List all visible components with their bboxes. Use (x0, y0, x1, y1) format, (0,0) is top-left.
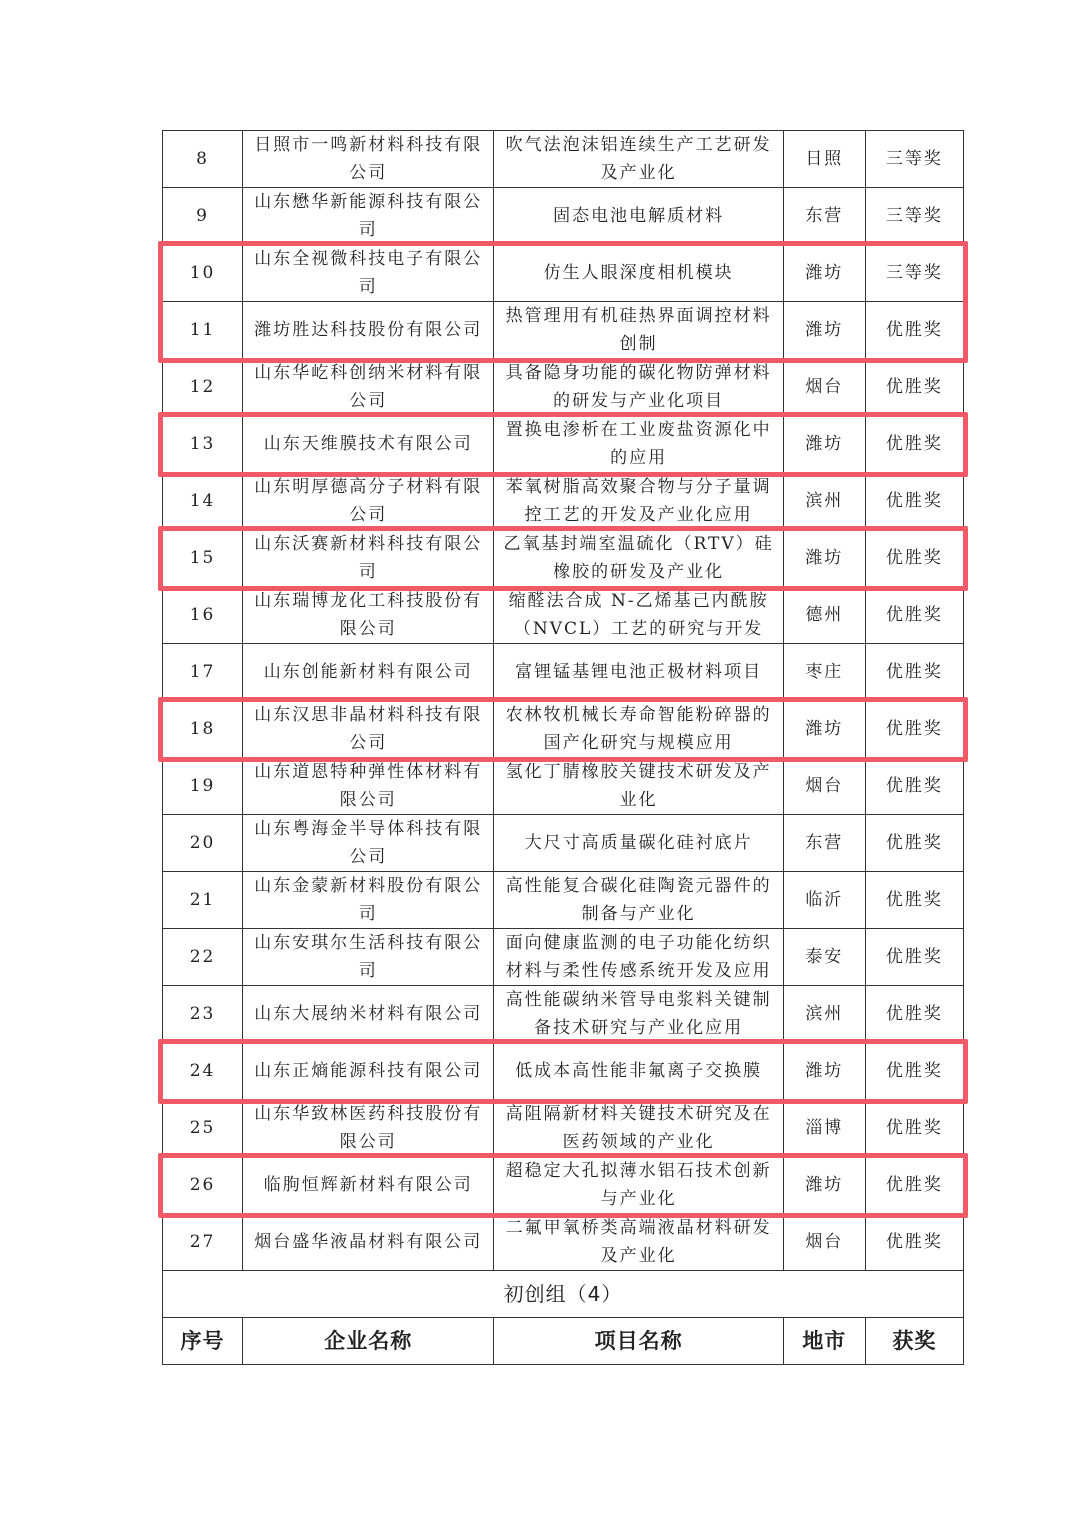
project-name: 高性能碳纳米管导电浆料关键制备技术研究与产业化应用 (494, 986, 783, 1043)
award-table (162, 130, 964, 1365)
row-number: 8 (163, 131, 243, 188)
table-row (163, 416, 964, 473)
company-name: 山东沃赛新材料科技有限公司 (243, 530, 494, 587)
award-level: 优胜奖 (865, 701, 963, 758)
award-level: 优胜奖 (865, 986, 963, 1043)
header-project: 项目名称 (494, 1318, 783, 1365)
city-name: 淄博 (783, 1100, 865, 1157)
project-name: 苯氧树脂高效聚合物与分子量调控工艺的开发及产业化应用 (494, 473, 783, 530)
city-name: 日照 (783, 131, 865, 188)
city-name: 滨州 (783, 986, 865, 1043)
table-row (163, 701, 964, 758)
column-header-row (163, 1318, 964, 1365)
award-table-body (163, 131, 964, 1365)
row-number: 25 (163, 1100, 243, 1157)
city-name: 烟台 (783, 359, 865, 416)
company-name: 山东粤海金半导体科技有限公司 (243, 815, 494, 872)
company-name: 山东全视微科技电子有限公司 (243, 245, 494, 302)
company-name: 山东汉思非晶材料科技有限公司 (243, 701, 494, 758)
table-row (163, 359, 964, 416)
row-number: 23 (163, 986, 243, 1043)
award-level: 优胜奖 (865, 1100, 963, 1157)
row-number: 11 (163, 302, 243, 359)
company-name: 山东明厚德高分子材料有限公司 (243, 473, 494, 530)
company-name: 日照市一鸣新材料科技有限公司 (243, 131, 494, 188)
table-row (163, 1043, 964, 1100)
project-name: 农林牧机械长寿命智能粉碎器的国产化研究与规模应用 (494, 701, 783, 758)
header-award: 获奖 (865, 1318, 963, 1365)
award-level: 优胜奖 (865, 1214, 963, 1271)
table-row (163, 302, 964, 359)
city-name: 东营 (783, 188, 865, 245)
city-name: 烟台 (783, 758, 865, 815)
city-name: 潍坊 (783, 1043, 865, 1100)
company-name: 山东瑞博龙化工科技股份有限公司 (243, 587, 494, 644)
award-level: 优胜奖 (865, 644, 963, 701)
table-row (163, 872, 964, 929)
project-name: 超稳定大孔拟薄水铝石技术创新与产业化 (494, 1157, 783, 1214)
company-name: 潍坊胜达科技股份有限公司 (243, 302, 494, 359)
table-row (163, 758, 964, 815)
city-name: 东营 (783, 815, 865, 872)
table-row (163, 815, 964, 872)
company-name: 山东正熵能源科技有限公司 (243, 1043, 494, 1100)
project-name: 缩醛法合成 N-乙烯基己内酰胺（NVCL）工艺的研究与开发 (494, 587, 783, 644)
header-city: 地市 (783, 1318, 865, 1365)
award-level: 三等奖 (865, 188, 963, 245)
project-name: 置换电渗析在工业废盐资源化中的应用 (494, 416, 783, 473)
city-name: 滨州 (783, 473, 865, 530)
award-level: 优胜奖 (865, 929, 963, 986)
project-name: 二氟甲氧桥类高端液晶材料研发及产业化 (494, 1214, 783, 1271)
row-number: 22 (163, 929, 243, 986)
company-name: 山东华致林医药科技股份有限公司 (243, 1100, 494, 1157)
project-name: 面向健康监测的电子功能化纺织材料与柔性传感系统开发及应用 (494, 929, 783, 986)
company-name: 山东华屹科创纳米材料有限公司 (243, 359, 494, 416)
row-number: 27 (163, 1214, 243, 1271)
company-name: 山东金蒙新材料股份有限公司 (243, 872, 494, 929)
award-level: 优胜奖 (865, 815, 963, 872)
award-level: 三等奖 (865, 245, 963, 302)
award-level: 优胜奖 (865, 473, 963, 530)
group-title-row (163, 1271, 964, 1318)
company-name: 山东安琪尔生活科技有限公司 (243, 929, 494, 986)
row-number: 13 (163, 416, 243, 473)
project-name: 固态电池电解质材料 (494, 188, 783, 245)
project-name: 乙氧基封端室温硫化（RTV）硅橡胶的研发及产业化 (494, 530, 783, 587)
company-name: 山东道恩特种弹性体材料有限公司 (243, 758, 494, 815)
project-name: 具备隐身功能的碳化物防弹材料的研发与产业化项目 (494, 359, 783, 416)
table-row (163, 587, 964, 644)
table-row (163, 1157, 964, 1214)
company-name: 临朐恒辉新材料有限公司 (243, 1157, 494, 1214)
header-number: 序号 (163, 1318, 243, 1365)
project-name: 高性能复合碳化硅陶瓷元器件的制备与产业化 (494, 872, 783, 929)
award-level: 优胜奖 (865, 872, 963, 929)
company-name: 烟台盛华液晶材料有限公司 (243, 1214, 494, 1271)
city-name: 潍坊 (783, 245, 865, 302)
project-name: 高阻隔新材料关键技术研究及在医药领域的产业化 (494, 1100, 783, 1157)
city-name: 泰安 (783, 929, 865, 986)
table-row (163, 131, 964, 188)
city-name: 潍坊 (783, 530, 865, 587)
table-row (163, 644, 964, 701)
row-number: 20 (163, 815, 243, 872)
city-name: 烟台 (783, 1214, 865, 1271)
row-number: 18 (163, 701, 243, 758)
row-number: 10 (163, 245, 243, 302)
header-company: 企业名称 (243, 1318, 494, 1365)
project-name: 富锂锰基锂电池正极材料项目 (494, 644, 783, 701)
company-name: 山东天维膜技术有限公司 (243, 416, 494, 473)
row-number: 17 (163, 644, 243, 701)
table-row (163, 188, 964, 245)
award-level: 优胜奖 (865, 1043, 963, 1100)
table-row (163, 929, 964, 986)
award-level: 优胜奖 (865, 1157, 963, 1214)
project-name: 仿生人眼深度相机模块 (494, 245, 783, 302)
company-name: 山东懋华新能源科技有限公司 (243, 188, 494, 245)
project-name: 大尺寸高质量碳化硅衬底片 (494, 815, 783, 872)
award-level: 三等奖 (865, 131, 963, 188)
award-level: 优胜奖 (865, 302, 963, 359)
table-row (163, 245, 964, 302)
project-name: 吹气法泡沫铝连续生产工艺研发及产业化 (494, 131, 783, 188)
row-number: 19 (163, 758, 243, 815)
award-level: 优胜奖 (865, 758, 963, 815)
project-name: 热管理用有机硅热界面调控材料创制 (494, 302, 783, 359)
row-number: 15 (163, 530, 243, 587)
row-number: 21 (163, 872, 243, 929)
city-name: 潍坊 (783, 416, 865, 473)
city-name: 枣庄 (783, 644, 865, 701)
award-level: 优胜奖 (865, 587, 963, 644)
table-row (163, 986, 964, 1043)
row-number: 14 (163, 473, 243, 530)
row-number: 26 (163, 1157, 243, 1214)
project-name: 低成本高性能非氟离子交换膜 (494, 1043, 783, 1100)
award-level: 优胜奖 (865, 530, 963, 587)
city-name: 临沂 (783, 872, 865, 929)
group-title: 初创组（4） (163, 1271, 964, 1318)
table-row (163, 1100, 964, 1157)
city-name: 潍坊 (783, 701, 865, 758)
row-number: 12 (163, 359, 243, 416)
award-level: 优胜奖 (865, 416, 963, 473)
award-level: 优胜奖 (865, 359, 963, 416)
city-name: 潍坊 (783, 302, 865, 359)
row-number: 24 (163, 1043, 243, 1100)
table-row (163, 1214, 964, 1271)
row-number: 9 (163, 188, 243, 245)
table-row (163, 473, 964, 530)
city-name: 潍坊 (783, 1157, 865, 1214)
company-name: 山东大展纳米材料有限公司 (243, 986, 494, 1043)
project-name: 氢化丁腈橡胶关键技术研发及产业化 (494, 758, 783, 815)
city-name: 德州 (783, 587, 865, 644)
table-row (163, 530, 964, 587)
company-name: 山东创能新材料有限公司 (243, 644, 494, 701)
row-number: 16 (163, 587, 243, 644)
